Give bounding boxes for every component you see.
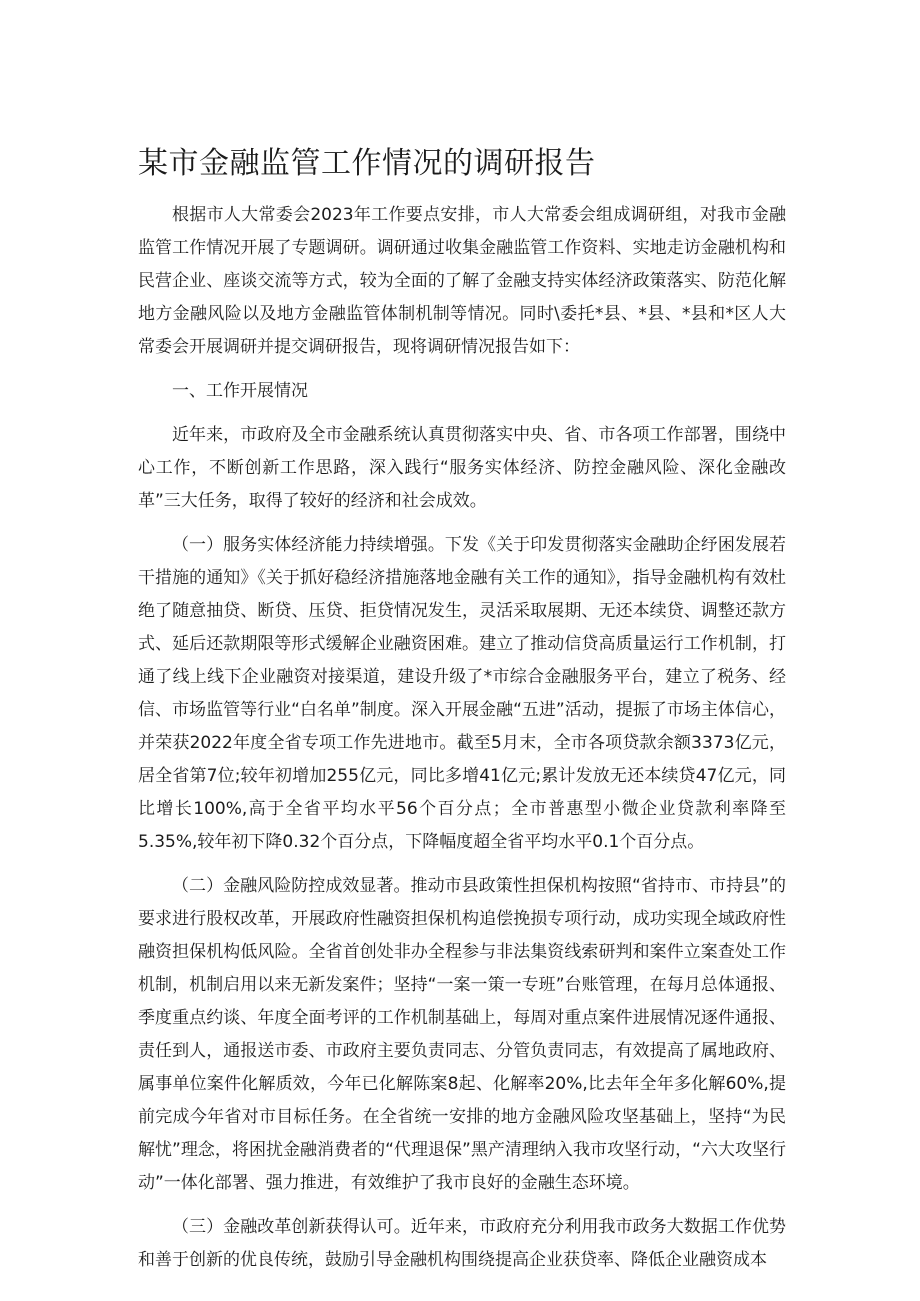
intro-paragraph: 根据市人大常委会2023年工作要点安排，市人大常委会组成调研组，对我市金融监管工作情况开展了专题调研。调研通过收集金融监管工作资料、实地走访金融机构和民营企业、座谈交流等方式，较为全面的了解了金融支持实体经济政策落实、防范化解地方金融风险以及地方金融监管体制机制等情况。同时\委托*县、*县、*县和*区人大常委会开展调研并提交调研报告，现将调研情况报告如下：	[138, 205, 786, 357]
document-body	[138, 199, 786, 1288]
overview-paragraph: 近年来，市政府及全市金融系统认真贯彻落实中央、省、市各项工作部署，围绕中心工作，不断创新工作思路，深入践行“服务实体经济、防控金融风险、深化金融改革”三大任务，取得了较好的经济和社会成效。	[138, 425, 786, 511]
subsection-paragraph-3: （三）金融改革创新获得认可。近年来，市政府充分利用我市政务大数据工作优势和善于创新的优良传统，鼓励引导金融机构围绕提高企业获贷率、降低企业融资成本	[138, 1217, 786, 1270]
section-heading: 一、工作开展情况	[172, 381, 308, 401]
document-title: 某市金融监管工作情况的调研报告	[138, 146, 596, 181]
subsection-paragraph-1: （一）服务实体经济能力持续增强。下发《关于印发贯彻落实金融助企纾困发展若干措施的通知》《关于抓好稳经济措施落地金融有关工作的通知》，指导金融机构有效杜绝了随意抽贷、断贷、压贷、拒贷情况发生，灵活采取展期、无还本续贷、调整还款方式、延后还款期限等形式缓解企业融资困难。建立了推动信贷高质量运行工作机制，打通了线上线下企业融资对接渠道，建设升级了*市综合金融服务平台，建立了税务、经信、市场监管等行业“白名单”制度。深入开展金融“五进”活动，提振了市场主体信心，并荣获2022年度全省专项工作先进地市。截至5月末，全市各项贷款余额3373亿元，居全省第7位;较年初增加255亿元，同比多增41亿元;累计发放无还本续贷47亿元，同比增长100%,高于全省平均水平56个百分点；全市普惠型小微企业贷款利率降至5.35%,较年初下降0.32个百分点，下降幅度超全省平均水平0.1个百分点。	[138, 535, 786, 852]
subsection-paragraph-2: （二）金融风险防控成效显著。推动市县政策性担保机构按照“省持市、市持县”的要求进行股权改革，开展政府性融资担保机构追偿挽损专项行动，成功实现全域政府性融资担保机构低风险。全省首创处非办全程参与非法集资线索研判和案件立案查处工作机制，机制启用以来无新发案件；坚持“一案一策一专班”台账管理，在每月总体通报、季度重点约谈、年度全面考评的工作机制基础上，每周对重点案件进展情况逐件通报、责任到人，通报送市委、市政府主要负责同志、分管负责同志，有效提高了属地政府、属事单位案件化解质效，今年已化解陈案8起、化解率20%,比去年全年多化解60%,提前完成今年省对市目标任务。在全省统一安排的地方金融风险攻坚基础上，坚持“为民解忧”理念，将困扰金融消费者的“代理退保”黑产清理纳入我市攻坚行动，“六大攻坚行动”一体化部署、强力推进，有效维护了我市良好的金融生态环境。	[138, 876, 786, 1193]
